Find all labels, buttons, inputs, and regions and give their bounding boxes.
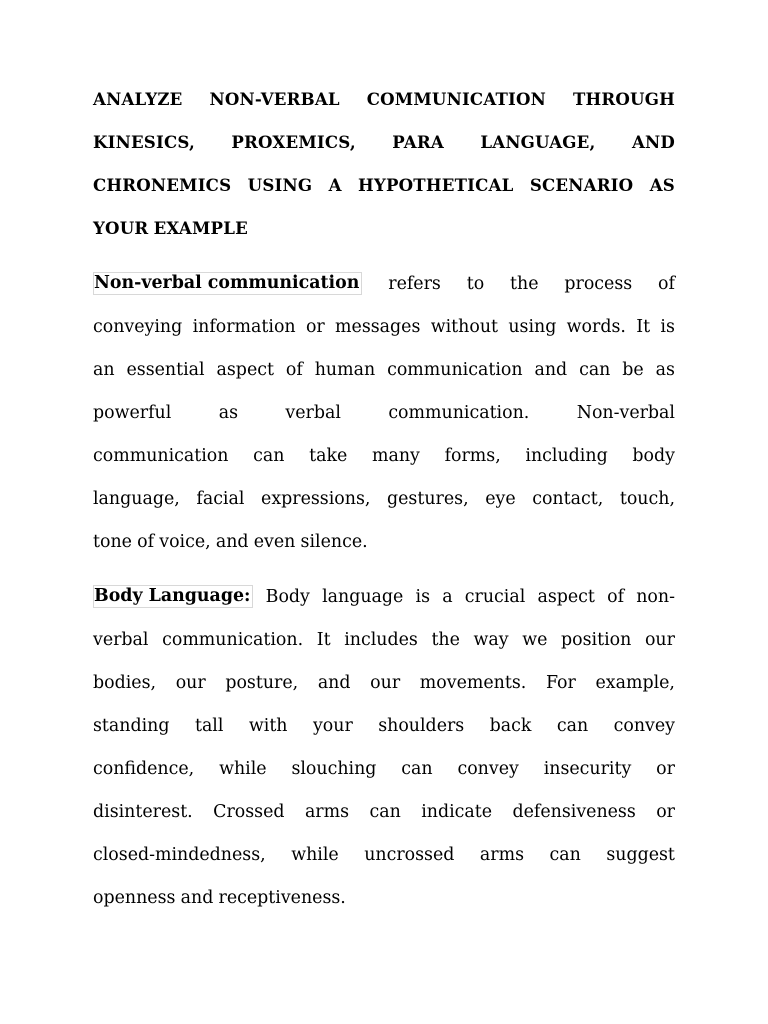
word: convey <box>613 715 675 736</box>
word: or <box>656 801 675 822</box>
paragraph-line <box>93 618 675 661</box>
word: openness <box>93 887 176 908</box>
word: Body <box>265 586 310 607</box>
word: can <box>253 445 285 466</box>
word: powerful <box>93 402 172 423</box>
paragraph-line <box>93 305 675 348</box>
word: essential <box>126 359 205 380</box>
paragraph-line <box>93 391 675 434</box>
word: an <box>93 359 115 380</box>
word: non- <box>636 586 675 607</box>
word: LANGUAGE, <box>480 132 596 153</box>
document-page <box>93 78 675 919</box>
word: insecurity <box>543 758 632 779</box>
word: PARA <box>392 132 444 153</box>
word: language <box>322 586 404 607</box>
word: the <box>510 273 539 294</box>
word: or <box>656 758 675 779</box>
word: It <box>636 316 651 337</box>
paragraph-line <box>93 262 675 305</box>
word: tone <box>93 531 132 552</box>
word: using <box>508 316 557 337</box>
word: body <box>632 445 675 466</box>
word: communication. <box>162 629 304 650</box>
word: can <box>369 801 401 822</box>
word: of <box>137 531 155 552</box>
word: crucial <box>464 586 526 607</box>
word: confidence, <box>93 758 195 779</box>
word: information <box>192 316 296 337</box>
word: process <box>564 273 633 294</box>
word: For <box>545 672 576 693</box>
paragraph-line <box>93 833 675 876</box>
word: USING <box>247 174 313 195</box>
title-line <box>93 121 675 164</box>
title-line <box>93 164 675 207</box>
word: slouching <box>291 758 377 779</box>
word: Crossed <box>213 801 285 822</box>
word: messages <box>335 316 421 337</box>
word: uncrossed <box>364 844 455 865</box>
paragraph-line <box>93 434 675 477</box>
paragraph-line <box>93 747 675 790</box>
title-line <box>93 78 675 121</box>
word: conveying <box>93 316 183 337</box>
word: verbal <box>285 402 341 423</box>
word: expressions, <box>261 488 371 509</box>
word: and <box>317 672 351 693</box>
word: with <box>248 715 288 736</box>
word: language, <box>93 488 180 509</box>
word: standing <box>93 715 170 736</box>
word: arms <box>479 844 525 865</box>
word: words. <box>566 316 626 337</box>
word: many <box>372 445 420 466</box>
word: refers <box>388 273 441 294</box>
word: PROXEMICS, <box>231 132 356 153</box>
paragraph-line <box>93 477 675 520</box>
word: forms, <box>444 445 501 466</box>
word: contact, <box>532 488 604 509</box>
word: aspect <box>216 359 274 380</box>
word: silence. <box>300 531 368 552</box>
word: can <box>549 844 581 865</box>
word: while <box>291 844 339 865</box>
document-title <box>93 78 675 249</box>
word: aspect <box>537 586 595 607</box>
word: HYPOTHETICAL <box>358 174 514 195</box>
word: and <box>180 887 214 908</box>
word: tall <box>194 715 224 736</box>
word: bodies, <box>93 672 157 693</box>
paragraph-line <box>93 704 675 747</box>
word: convey <box>457 758 519 779</box>
word: the <box>431 629 460 650</box>
word: gestures, <box>387 488 469 509</box>
word: is <box>415 586 431 607</box>
word: of <box>607 586 625 607</box>
word: is <box>660 316 675 337</box>
word: suggest <box>606 844 675 865</box>
paragraph-line <box>93 348 675 391</box>
word: be <box>622 359 644 380</box>
word: our <box>644 629 675 650</box>
word: receptiveness. <box>218 887 346 908</box>
word: example, <box>595 672 675 693</box>
word: position <box>561 629 632 650</box>
word: your <box>312 715 353 736</box>
word: and <box>215 531 249 552</box>
word: disinterest. <box>93 801 193 822</box>
word: back <box>489 715 532 736</box>
word: includes <box>344 629 418 650</box>
word: including <box>525 445 608 466</box>
word: touch, <box>619 488 675 509</box>
word: to <box>466 273 485 294</box>
word: eye <box>485 488 516 509</box>
word: COMMUNICATION <box>366 89 547 110</box>
word: without <box>430 316 499 337</box>
word: can <box>579 359 611 380</box>
word: we <box>522 629 548 650</box>
word: can <box>401 758 433 779</box>
paragraph-nonverbal-communication <box>93 262 675 563</box>
paragraph-line <box>93 520 675 563</box>
word: as <box>655 359 675 380</box>
word: of <box>658 273 675 294</box>
word: SCENARIO <box>529 174 634 195</box>
paragraph-body-language <box>93 575 675 919</box>
word: Non-verbal <box>576 402 675 423</box>
word: closed-mindedness, <box>93 844 266 865</box>
word: can <box>556 715 589 736</box>
word: It <box>316 629 331 650</box>
word: AND <box>631 132 675 153</box>
paragraph-line <box>93 790 675 833</box>
word: while <box>219 758 267 779</box>
word: and <box>534 359 568 380</box>
word: verbal <box>93 629 149 650</box>
bold-term: Non-verbal communication <box>93 272 362 295</box>
word: CHRONEMICS <box>93 174 232 195</box>
word: THROUGH <box>572 89 675 110</box>
word: defensiveness <box>512 801 636 822</box>
word: arms <box>304 801 350 822</box>
word: indicate <box>421 801 493 822</box>
bold-term: Body Language: <box>93 585 253 608</box>
word: human <box>314 359 376 380</box>
word: a <box>442 586 453 607</box>
word: EXAMPLE <box>153 217 248 238</box>
word: communication. <box>388 402 530 423</box>
word: of <box>285 359 303 380</box>
word: A <box>328 174 342 195</box>
word: YOUR <box>93 217 149 238</box>
word: our <box>175 672 206 693</box>
word: or <box>305 316 325 337</box>
word: way <box>473 629 509 650</box>
word: voice, <box>159 531 211 552</box>
word: communication <box>93 445 229 466</box>
word: posture, <box>225 672 299 693</box>
word: shoulders <box>378 715 465 736</box>
word: communication <box>387 359 523 380</box>
word: our <box>370 672 401 693</box>
word: ANALYZE <box>93 89 183 110</box>
word: movements. <box>419 672 527 693</box>
paragraph-line <box>93 661 675 704</box>
word: NON-VERBAL <box>209 89 340 110</box>
word: facial <box>196 488 245 509</box>
paragraph-line <box>93 876 675 919</box>
title-line <box>93 206 675 249</box>
word: as <box>218 402 238 423</box>
word: take <box>309 445 348 466</box>
paragraph-line <box>93 575 675 618</box>
word: even <box>253 531 296 552</box>
word: AS <box>649 174 675 195</box>
word: KINESICS, <box>93 132 195 153</box>
